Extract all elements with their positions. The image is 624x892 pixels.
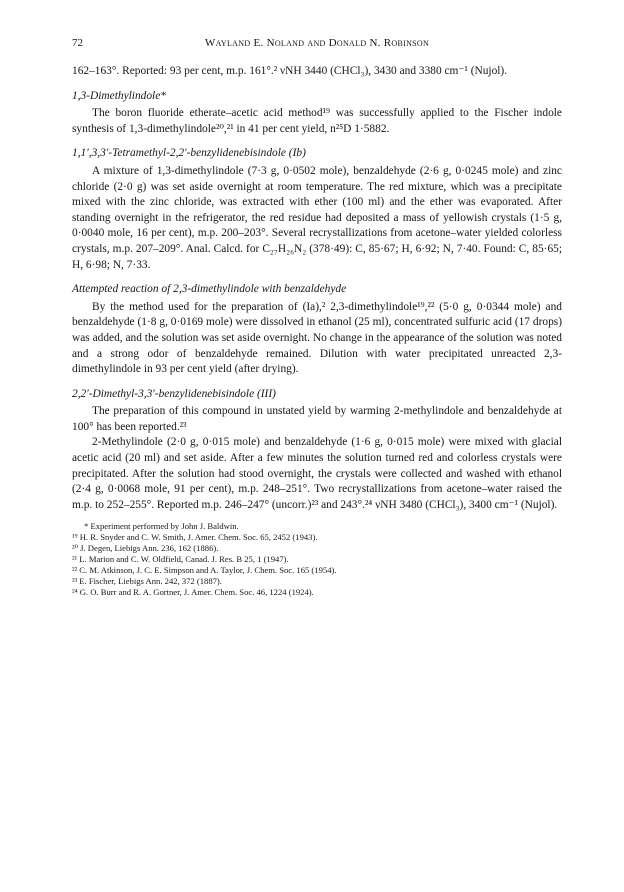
section-heading-tetramethyl: 1,1′,3,3′-Tetramethyl-2,2′-benzylidenebisindole (Ib) <box>72 147 306 160</box>
section-paragraph: The preparation of this compound in unstated yield by warming 2-methylindole and benzaldehyde at 100° has been reported.²³ <box>72 405 562 433</box>
footnote: ²² C. M. Atkinson, J. C. E. Simpson and A. Taylor, J. Chem. Soc. 165 (1954). <box>72 565 337 576</box>
page-header <box>72 34 562 54</box>
section-paragraph: By the method used for the preparation of (Ia),² 2,3-dimethylindole¹⁹,²² (5·0 g, 0·0344 mole) and benzaldehyde (1·8 g, 0·0169 mole) were dissolved in ethanol (25 ml), concentrated sulfuric acid (17 drops) was added, and the solution was set aside overnight. No change in the appearance of the solution was noted and a strong odor of benzaldehyde remained. Dilution with water precipitated unreacted 2,3-dimethylindole in 93 per cent yield (after drying). <box>72 300 562 376</box>
section-paragraph: 2-Methylindole (2·0 g, 0·015 mole) and benzaldehyde (1·6 g, 0·015 mole) were mixed with glacial acetic acid (20 ml) and set aside. After a few minutes the solution turned red and colorless crystals were precipitated. After the solution had stood overnight, the crystals were collected and washed with ethanol (2·4 g, 0·0068 mole, 91 per cent), m.p. 248–251°. Two recrystallizations from acetone–water raised the m.p. to 252–255°. Reported m.p. 246–247° (uncorr.)²³ and 243°.²⁴ νNH 3480 (CHCl₃), 3400 cm⁻¹ (Nujol). <box>72 436 562 511</box>
paper-page <box>72 34 562 598</box>
footnote: ²¹ L. Marion and C. W. Oldfield, Canad. J. Res. B 25, 1 (1947). <box>72 554 289 565</box>
footnote: ²⁰ J. Degen, Liebigs Ann. 236, 162 (1886). <box>72 543 219 554</box>
footnotes <box>72 521 562 598</box>
footnote: ²³ E. Fischer, Liebigs Ann. 242, 372 (1887). <box>72 576 222 587</box>
section-heading-attempted-reaction: Attempted reaction of 2,3-dimethylindole with benzaldehyde <box>72 283 347 296</box>
intro-text: 162–163°. Reported: 93 per cent, m.p. 161°.² νNH 3440 (CHCl₃), 3430 and 3380 cm⁻¹ (Nujol). <box>72 65 508 77</box>
footnote: ¹⁹ H. R. Snyder and C. W. Smith, J. Amer. Chem. Soc. 65, 2452 (1943). <box>72 532 318 543</box>
running-head: Wayland E. Noland and Donald N. Robinson <box>204 37 430 49</box>
footnote: * Experiment performed by John J. Baldwin. <box>84 521 239 532</box>
section-heading-dimethylindole: 1,3-Dimethylindole* <box>72 89 166 102</box>
footnote: ²⁴ G. O. Burr and R. A. Gortner, J. Amer. Chem. Soc. 46, 1224 (1924). <box>72 587 314 598</box>
section-paragraph: The boron fluoride etherate–acetic acid method¹⁹ was successfully applied to the Fischer indole synthesis of 1,3-dimethylindole²⁰,²¹ in 41 per cent yield, n²⁵D 1·5882. <box>72 107 562 135</box>
section-paragraph: A mixture of 1,3-dimethylindole (7·3 g, 0·0502 mole), benzaldehyde (2·6 g, 0·0245 mole) and zinc chloride (2·0 g) was set aside overnight at room temperature. The red mixture, which was a precipitate mixed with the zinc chloride, was extracted with ether (100 ml) and the ether was evaporated. After standing overnight in the refrigerator, the red residue had deposited a mass of yellowish crystals (1·5 g, 0·0040 mole, 16 per cent), m.p. 200–203°. Several recrystallizations from acetone–water yielded colorless crystals, m.p. 207–209°. Anal. Calcd. for C₂₇H₂₆N₂ (378·49): C, 85·67; H, 6·92; N, 7·40. Found: C, 85·65; H, 6·98; N, 7·33. <box>72 164 562 271</box>
page-number: 72 <box>72 37 83 49</box>
section-heading-dimethyl-bisindole: 2,2′-Dimethyl-3,3′-benzylidenebisindole (III) <box>72 387 276 400</box>
